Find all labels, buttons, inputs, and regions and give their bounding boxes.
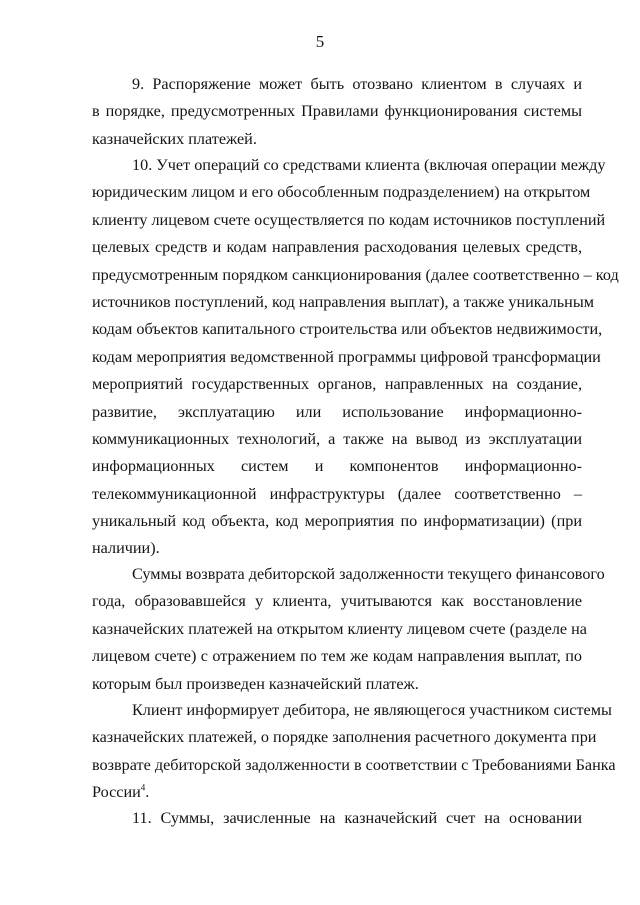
text-line: года, образовавшейся у клиента, учитываются как восстановление: [92, 592, 582, 611]
text-line: предусмотренным порядком санкционирования (далее соответственно – код: [92, 265, 619, 284]
text-line: 10. Учет операций со средствами клиента (включая операции между: [132, 156, 606, 174]
text-line: мероприятий государственных органов, направленных на создание,: [92, 375, 582, 394]
footnote-marker[interactable]: 4: [140, 782, 146, 793]
text-line: в порядке, предусмотренных Правилами функционирования системы: [92, 102, 582, 121]
text-line: лицевом счете) с отражением по тем же кодам направления выплат, по: [92, 647, 582, 666]
text-line: казначейских платежей на открытом клиенту лицевом счете (разделе на: [92, 619, 587, 638]
text-line: клиенту лицевом счете осуществляется по кодам источников поступлений: [92, 210, 606, 229]
text-line: 9. Распоряжение может быть отозвано клиентом в случаях и: [132, 75, 582, 93]
text-line: кодам объектов капитального строительства или объектов недвижимости,: [92, 320, 603, 339]
text-line: информационных систем и компонентов информационно-: [92, 457, 582, 476]
paragraph-10: [92, 152, 619, 563]
text-fragment: .: [145, 783, 150, 802]
text-line: которым был произведен казначейский платеж.: [92, 674, 419, 693]
text-line: Клиент информирует дебитора, не являющегося участником системы: [132, 701, 612, 719]
text-line: уникальный код объекта, код мероприятия по информатизации) (при: [92, 512, 582, 531]
text-line: целевых средств и кодам направления расходования целевых средств,: [92, 238, 582, 257]
text-line: коммуникационных технологий, а также на вывод из эксплуатации: [92, 429, 582, 448]
text-line: развитие, эксплуатацию или использование информационно-: [92, 402, 582, 421]
text-line: 11. Суммы, зачисленные на казначейский счет на основании: [132, 809, 582, 827]
paragraph-9: [92, 71, 582, 153]
text-line: юридическим лицом и его обособленным подразделением) на открытом: [92, 183, 591, 202]
text-line: [92, 779, 582, 806]
text-line: источников поступлений, код направления выплат), а также уникальным: [92, 292, 594, 311]
text-line: кодам мероприятия ведомственной программы цифровой трансформации: [92, 347, 601, 366]
text-line: возврате дебиторской задолженности в соответствии с Требованиями Банка: [92, 755, 616, 774]
paragraph-10-client-informs: [92, 697, 616, 807]
page-number: 5: [315, 32, 325, 51]
text-line: телекоммуникационной инфраструктуры (далее соответственно –: [92, 484, 582, 503]
text-line: казначейских платежей, о порядке заполнения расчетного документа при: [92, 728, 597, 747]
paragraph-11: [92, 805, 582, 832]
text-line: казначейских платежей.: [92, 129, 257, 148]
text-fragment: России: [92, 783, 141, 802]
text-line: наличии).: [92, 539, 160, 558]
paragraph-10-debt-return: [92, 561, 605, 698]
text-line: Суммы возврата дебиторской задолженности текущего финансового: [132, 565, 605, 583]
